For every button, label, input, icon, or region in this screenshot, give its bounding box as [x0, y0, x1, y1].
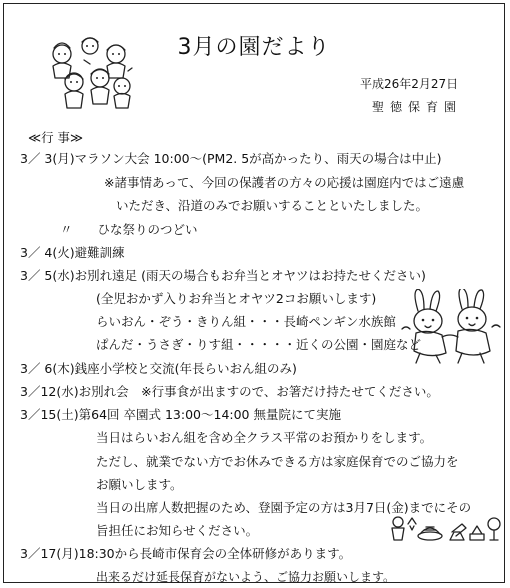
- events-heading: ≪行 事≫: [28, 130, 84, 145]
- issue-date: 平成26年2月27日: [360, 77, 459, 91]
- newsletter-page: [3, 3, 505, 583]
- event-line: 3／ 3(月)マラソン大会 10:00～(PM2. 5が高かったり、雨天の場合は中止): [20, 151, 442, 166]
- event-line: 〃 ひな祭りのつどい: [60, 222, 198, 237]
- event-line: 3／ 5(水)お別れ遠足 (雨天の場合もお弁当とオヤツはお持たせください): [20, 268, 426, 283]
- event-line: 3／17(月)18:30から長崎市保育会の全体研修があります。: [20, 546, 352, 561]
- event-note: ただし、就業でない方でお休みできる方は家庭保育でのご協力を: [96, 454, 459, 469]
- event-note: 出来るだけ延長保育がないよう、ご協力お願いします。: [96, 570, 396, 584]
- event-note: 当日の出席人数把握のため、登園予定の方は3月7日(金)までにその: [96, 500, 472, 515]
- event-line: 3／15(土)第64回 卒園式 13:00～14:00 無量院にて実施: [20, 407, 341, 422]
- event-line: 3／ 4(火)避難訓練: [20, 245, 125, 260]
- event-note: いただき、沿道のみでお願いすることといたしました。: [116, 198, 429, 213]
- event-line: 3／12(水)お別れ会 ※行事食が出ますので、お箸だけ持たせてください。: [20, 384, 439, 399]
- school-name: 聖徳保育園: [372, 100, 463, 114]
- event-note: ※諸事情あって、今回の保護者の方々の応援は園庭内ではご遠慮: [104, 175, 465, 190]
- event-note: お願いします。: [96, 477, 183, 492]
- event-note: 旨担任にお知らせください。: [96, 523, 259, 538]
- hinamatsuri-food-illustration: [388, 514, 503, 544]
- bunnies-dancing-illustration: [396, 289, 506, 365]
- event-note: ぱんだ・うさぎ・りす組・・・・・近くの公園・園庭など: [96, 337, 422, 352]
- event-note: (全児おかず入りお弁当とオヤツ2コお願いします): [96, 291, 377, 306]
- event-note: らいおん・ぞう・きりん組・・・長崎ペンギン水族館: [96, 314, 396, 329]
- newsletter-title: 3月の園だより: [177, 35, 331, 60]
- event-note: 当日はらいおん組を含め全クラス平常のお預かりをします。: [96, 430, 433, 445]
- event-line: 3／ 6(木)銭座小学校と交流(年長らいおん組のみ): [20, 361, 297, 376]
